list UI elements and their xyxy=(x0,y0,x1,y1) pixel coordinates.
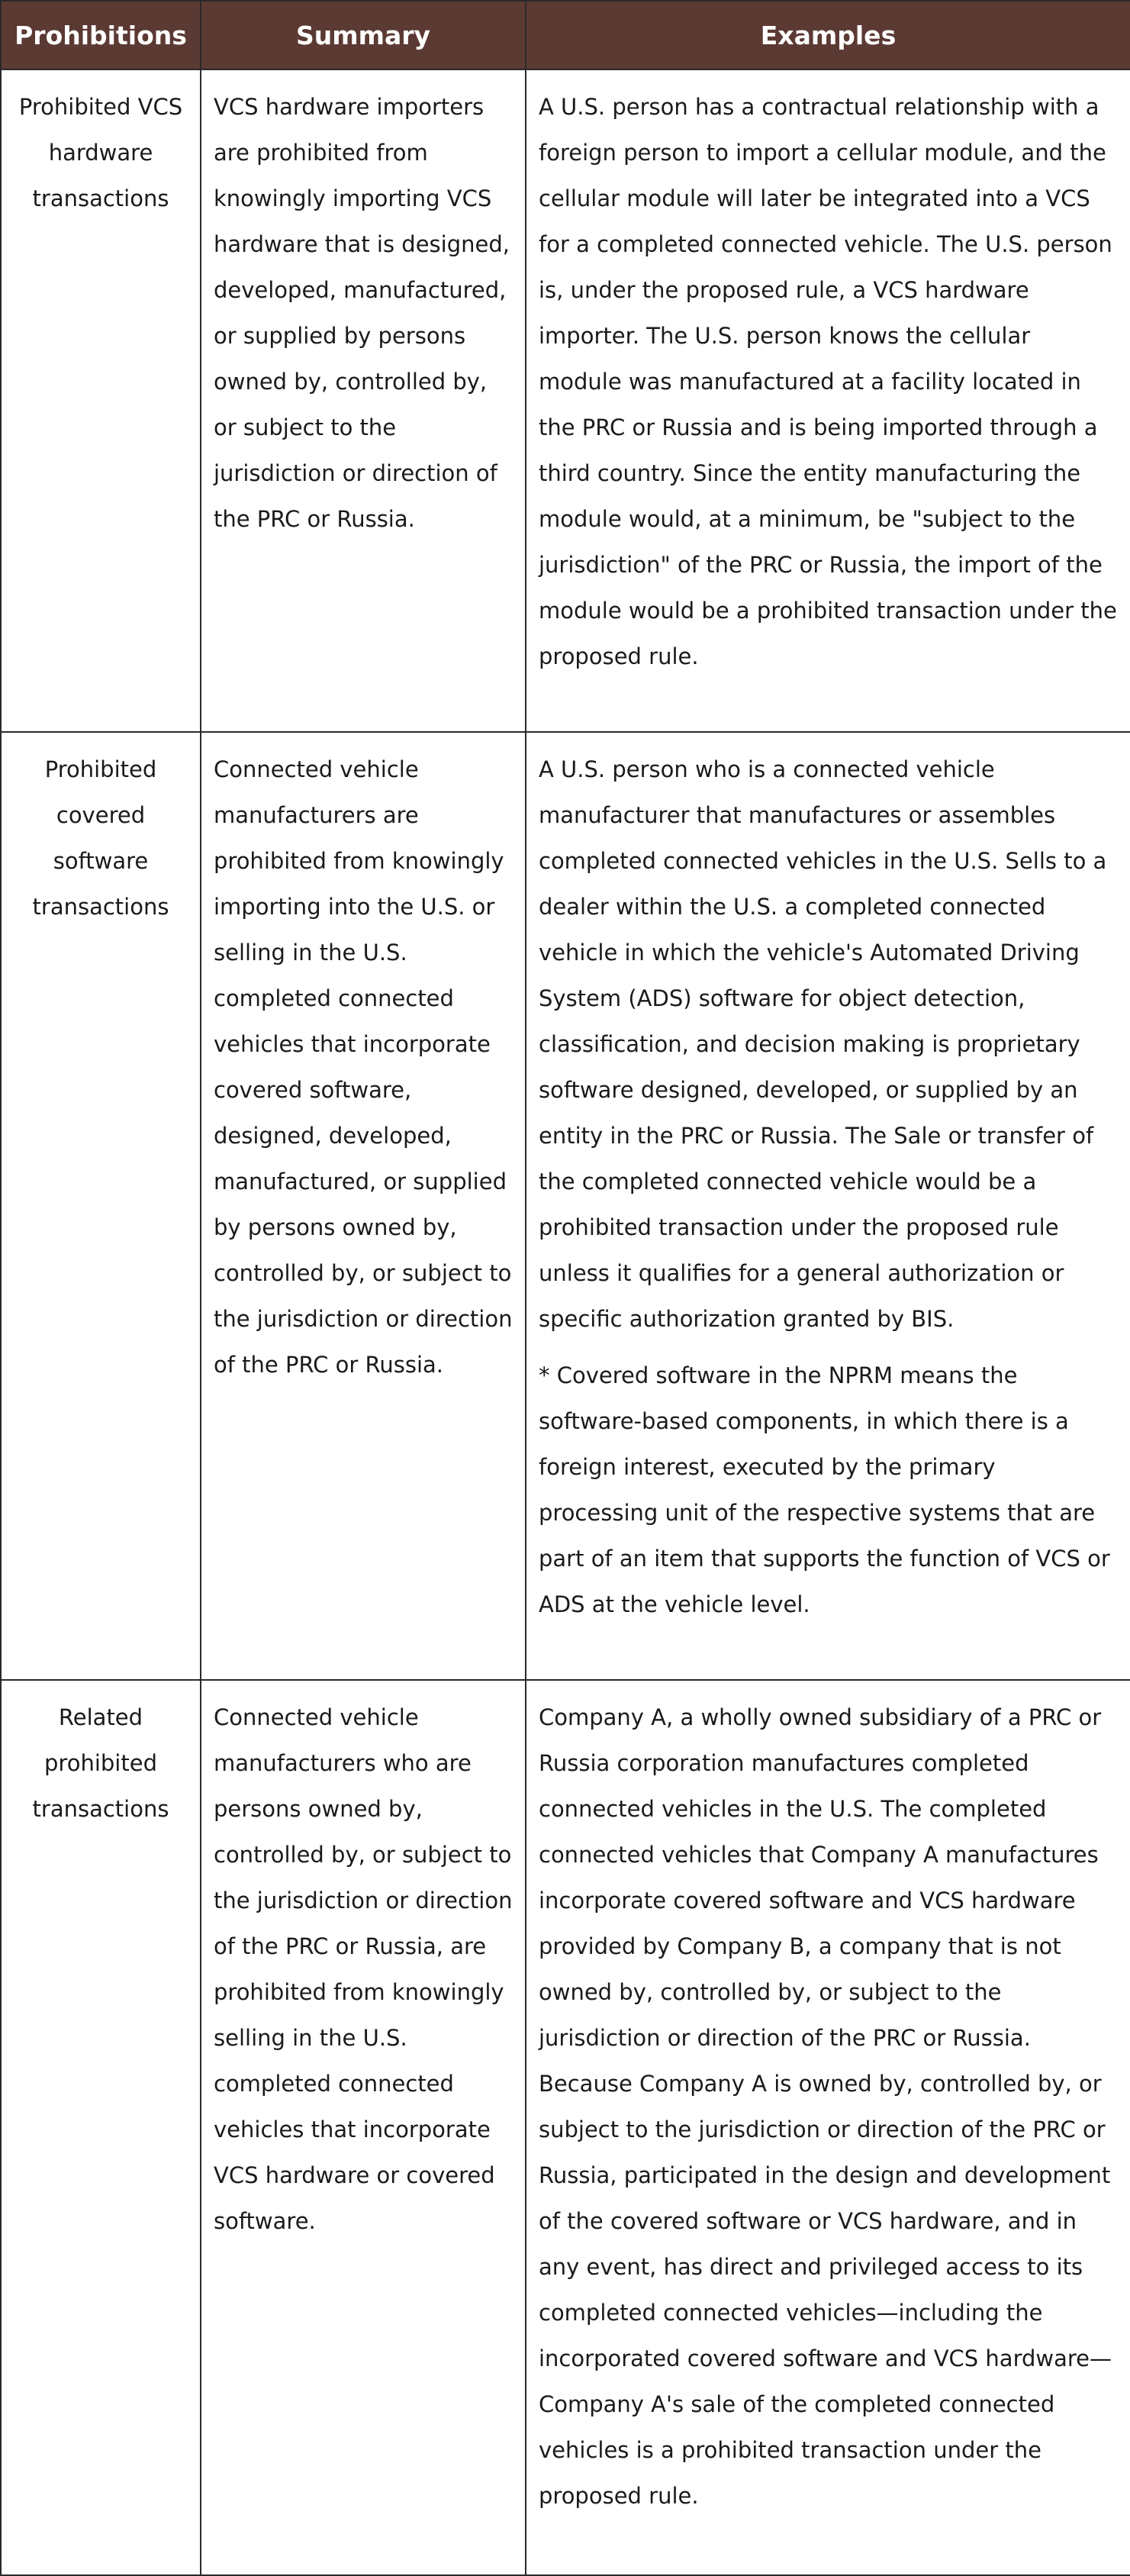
header-row xyxy=(1,1,1130,69)
summary-cell xyxy=(201,732,526,1680)
table-header xyxy=(1,1,1130,69)
header-prohibitions: Prohibitions xyxy=(1,1,201,69)
summary-cell xyxy=(201,1680,526,2575)
summary-cell xyxy=(201,69,526,732)
summary-text: Connected vehicle manufacturers are prohibited from knowingly importing into the U.S. or selling in the U.S. completed connected vehicles that incorporate covered software, designed, developed, manufactured, or supplied by persons owned by, controlled by, or subject to the jurisdiction or direction of the PRC or Russia. xyxy=(214,756,513,1378)
table-row xyxy=(1,1680,1130,2575)
example-text: A U.S. person has a contractual relationship with a foreign person to import a cellular module, and the cellular module will later be integrated into a VCS for a completed connected vehicle. The U.S. person is, under the proposed rule, a VCS hardware importer. The U.S. person knows the cellular module was manufactured at a facility located in the PRC or Russia and is being imported through a third country. Since the entity manufacturing the module would, at a minimum, be "subject to the jurisdiction" of the PRC or Russia, the import of the module would be a prohibited transaction under the proposed rule. xyxy=(539,94,1117,669)
prohibition-text: Prohibited VCS hardware transactions xyxy=(18,94,183,211)
example-cell xyxy=(526,69,1130,732)
prohibition-text: Prohibited covered software transactions xyxy=(32,756,169,920)
table-row xyxy=(1,732,1130,1680)
prohibition-cell xyxy=(1,1680,201,2575)
table-row xyxy=(1,69,1130,732)
table-body xyxy=(1,69,1130,2575)
header-summary: Summary xyxy=(201,1,526,69)
prohibition-cell xyxy=(1,732,201,1680)
example-cell xyxy=(526,732,1130,1680)
example-text: A U.S. person who is a connected vehicle manufacturer that manufactures or assembles completed connected vehicles in the U.S. Sells to a dealer within the U.S. a completed connected vehicle in which the vehicle's Automated Driving System (ADS) software for object detection, classification, and decision making is proprietary software designed, developed, or supplied by an entity in the PRC or Russia. The Sale or transfer of the completed connected vehicle would be a prohibited transaction under the proposed rule unless it qualifies for a general authorization or specific authorization granted by BIS. xyxy=(539,756,1107,1332)
summary-text: VCS hardware importers are prohibited from knowingly importing VCS hardware that is designed, developed, manufactured, or supplied by persons owned by, controlled by, or subject to the jurisdiction or direction of the PRC or Russia. xyxy=(214,94,510,532)
prohibition-cell xyxy=(1,69,201,732)
example-text: Company A, a wholly owned subsidiary of a PRC or Russia corporation manufactures completed connected vehicles in the U.S. The completed connected vehicles that Company A manufactures incorporate covered software and VCS hardware provided by Company B, a company that is not owned by, controlled by, or subject to the jurisdiction or direction of the PRC or Russia. Because Company A is owned by, controlled by, or subject to the jurisdiction or direction of the PRC or Russia, participated in the design and development of the covered software or VCS hardware, and in any event, has direct and privileged access to its completed connected vehicles—including the incorporated covered software and VCS hardware—Company A's sale of the completed connected vehicles is a prohibited transaction under the proposed rule. xyxy=(539,1704,1112,2509)
summary-text: Connected vehicle manufacturers who are persons owned by, controlled by, or subject to the jurisdiction or direction of the PRC or Russia, are prohibited from knowingly selling in the U.S. completed connected vehicles that incorporate VCS hardware or covered software. xyxy=(214,1704,513,2234)
prohibition-text: Related prohibited transactions xyxy=(32,1704,169,1822)
example-cell xyxy=(526,1680,1130,2575)
header-examples: Examples xyxy=(526,1,1130,69)
covered-software-note: * Covered software in the NPRM means the software-based components, in which there is a foreign interest, executed by the primary processing unit of the respective systems that are part of an item that supports the function of VCS or ADS at the vehicle level. xyxy=(539,1362,1110,1617)
